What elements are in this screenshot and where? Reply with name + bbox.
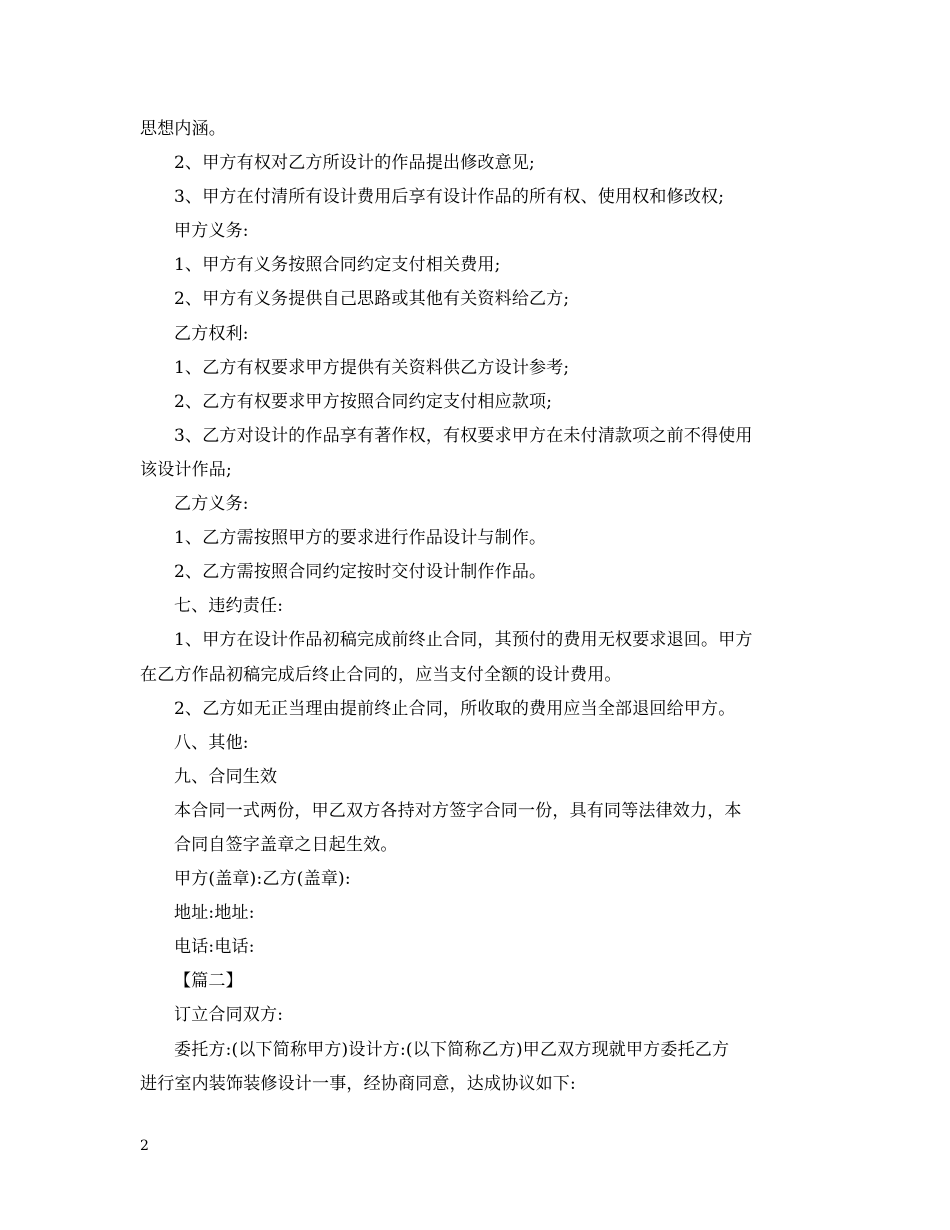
text-line: 2、甲方有权对乙方所设计的作品提出修改意见; (174, 153, 535, 174)
text-line: 2、甲方有义务提供自己思路或其他有关资料给乙方; (174, 289, 570, 310)
text-line: 2、乙方需按照合同约定按时交付设计制作作品。 (174, 562, 547, 583)
text-line: 3、甲方在付清所有设计费用后享有设计作品的所有权、使用权和修改权; (174, 187, 725, 208)
document-body (140, 112, 820, 1101)
text-line: 在乙方作品初稿完成后终止合同的，应当支付全额的设计费用。 (140, 664, 622, 685)
text-line: 思想内涵。 (140, 119, 226, 139)
text-line: 1、甲方有义务按照合同约定支付相关费用; (174, 255, 501, 276)
text-line: 1、乙方需按照甲方的要求进行作品设计与制作。 (174, 528, 547, 549)
text-line: 进行室内装饰装修设计一事，经协商同意，达成协议如下: (140, 1073, 576, 1094)
section-heading: 乙方权利: (174, 323, 249, 344)
section-heading: 乙方义务: (174, 494, 249, 515)
section-heading: 八、其他: (174, 732, 249, 753)
text-line: 1、乙方有权要求甲方提供有关资料供乙方设计参考; (174, 357, 570, 378)
text-line: 合同自签字盖章之日起生效。 (174, 834, 398, 855)
text-line: 该设计作品; (140, 459, 232, 480)
page-number: 2 (140, 1138, 149, 1154)
section-heading: 订立合同双方: (174, 1005, 284, 1026)
text-line: 3、乙方对设计的作品享有著作权，有权要求甲方在未付清款项之前不得使用 (174, 425, 753, 446)
part-heading: 【篇二】 (174, 971, 243, 992)
section-heading: 七、违约责任: (174, 596, 284, 617)
section-heading: 九、合同生效 (174, 766, 278, 787)
text-line: 2、乙方如无正当理由提前终止合同，所收取的费用应当全部退回给甲方。 (174, 698, 736, 719)
section-heading: 甲方义务: (174, 221, 249, 242)
text-line: 委托方:(以下简称甲方)设计方:(以下简称乙方)甲乙双方现就甲方委托乙方 (174, 1039, 730, 1060)
text-line: 1、甲方在设计作品初稿完成前终止合同，其预付的费用无权要求退回。甲方 (174, 630, 753, 651)
text-line: 本合同一式两份，甲乙双方各持对方签字合同一份，具有同等法律效力，本 (174, 800, 742, 821)
phone-line: 电话:电话: (174, 937, 255, 958)
address-line: 地址:地址: (174, 903, 255, 924)
text-line: 2、乙方有权要求甲方按照合同约定支付相应款项; (174, 391, 553, 412)
signature-line: 甲方(盖章):乙方(盖章): (174, 869, 351, 890)
